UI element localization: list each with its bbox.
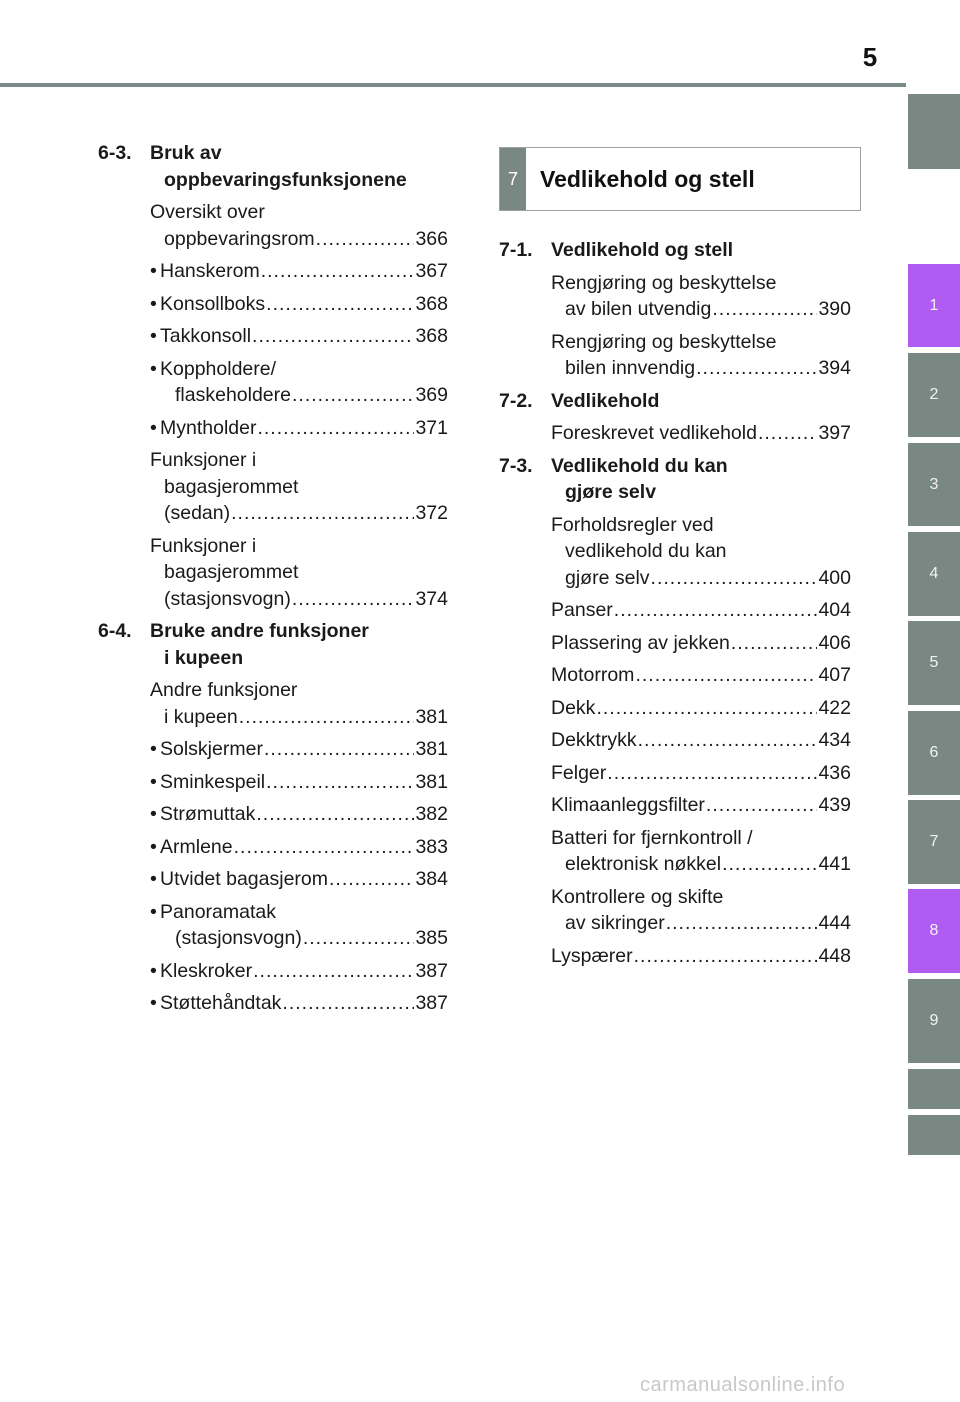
tab-4[interactable]: 4 bbox=[908, 532, 960, 616]
tab-1[interactable]: 1 bbox=[908, 264, 960, 347]
toc-entry[interactable]: Dekk ..... 422 bbox=[551, 695, 851, 722]
toc-entry[interactable]: • Takkonsoll ..... 368 bbox=[150, 323, 448, 350]
toc-entry[interactable]: Kontrollere og skifte av sikringer ..... 444 bbox=[551, 884, 851, 937]
tab-2[interactable]: 2 bbox=[908, 353, 960, 437]
tab-6[interactable]: 6 bbox=[908, 711, 960, 795]
tab-blank-2[interactable] bbox=[908, 1115, 960, 1155]
toc-entry[interactable]: Batteri for fjernkontroll / elektronisk nøkkel ..... 441 bbox=[551, 825, 851, 878]
toc-entry[interactable]: Lyspærer ..... 448 bbox=[551, 943, 851, 970]
section-heading-6-4: 6-4. Bruke andre funksjoner i kupeen bbox=[98, 620, 369, 669]
toc-entry[interactable]: Foreskrevet vedlikehold ..... 397 bbox=[551, 420, 851, 447]
toc-entry[interactable]: Funksjoner i bagasjerommet (stasjonsvogn) ..... 374 bbox=[150, 533, 448, 613]
tab-7[interactable]: 7 bbox=[908, 800, 960, 884]
section-heading-7-2: 7-2. Vedlikehold bbox=[499, 389, 660, 412]
toc-entry[interactable]: Andre funksjoner i kupeen ..... 381 bbox=[150, 677, 448, 730]
section-heading-6-3: 6-3. Bruk av oppbevaringsfunksjonene bbox=[98, 142, 407, 191]
toc-entry[interactable]: Forholdsregler ved vedlikehold du kan gjøre selv ..... 400 bbox=[551, 512, 851, 592]
toc-right-column bbox=[499, 237, 851, 975]
tab-5[interactable]: 5 bbox=[908, 621, 960, 705]
toc-entry[interactable]: Plassering av jekken ..... 406 bbox=[551, 630, 851, 657]
toc-entry[interactable]: • Utvidet bagasjerom ..... 384 bbox=[150, 866, 448, 893]
toc-entry[interactable]: • Panoramatak (stasjonsvogn) ..... 385 bbox=[150, 899, 448, 952]
toc-entry[interactable]: • Konsollboks ..... 368 bbox=[150, 291, 448, 318]
toc-entry[interactable]: • Myntholder ..... 371 bbox=[150, 415, 448, 442]
chapter-title: Vedlikehold og stell bbox=[540, 165, 755, 192]
chapter-heading-box bbox=[499, 147, 861, 211]
tab-9[interactable]: 9 bbox=[908, 979, 960, 1063]
chapter-number: 7 bbox=[500, 148, 526, 210]
toc-entry[interactable]: Panser ..... 404 bbox=[551, 597, 851, 624]
toc-entry[interactable]: • Hanskerom ..... 367 bbox=[150, 258, 448, 285]
toc-entry[interactable]: • Støttehåndtak ..... 387 bbox=[150, 990, 448, 1017]
toc-entry[interactable]: Dekktrykk ..... 434 bbox=[551, 727, 851, 754]
toc-entry[interactable]: • Armlene ..... 383 bbox=[150, 834, 448, 861]
toc-entry[interactable]: Rengjøring og beskyttelse av bilen utvendig ..... 390 bbox=[551, 270, 851, 323]
tab-blank-1[interactable] bbox=[908, 1069, 960, 1109]
toc-entry[interactable]: • Kleskroker ..... 387 bbox=[150, 958, 448, 985]
toc-entry[interactable]: Klimaanleggsfilter ..... 439 bbox=[551, 792, 851, 819]
page-number: 5 bbox=[862, 42, 878, 72]
tab-8[interactable]: 8 bbox=[908, 889, 960, 973]
watermark: carmanualsonline.info bbox=[640, 1374, 846, 1396]
section-heading-7-1: 7-1. Vedlikehold og stell bbox=[499, 239, 734, 261]
toc-entry[interactable]: Motorrom ..... 407 bbox=[551, 662, 851, 689]
toc-entry[interactable]: • Koppholdere/ flaskeholdere ..... 369 bbox=[150, 356, 448, 409]
toc-left-column bbox=[98, 140, 448, 1023]
tab-blank-top[interactable] bbox=[908, 94, 960, 169]
toc-entry[interactable]: • Solskjermer ..... 381 bbox=[150, 736, 448, 763]
toc-entry[interactable]: • Strømuttak ..... 382 bbox=[150, 801, 448, 828]
toc-entry[interactable]: Oversikt over oppbevaringsrom ..... 366 bbox=[150, 199, 448, 252]
toc-entry[interactable]: Rengjøring og beskyttelse bilen innvendig ..... 394 bbox=[551, 329, 851, 382]
toc-entry[interactable]: Felger ..... 436 bbox=[551, 760, 851, 787]
top-rule bbox=[0, 83, 906, 87]
tab-3[interactable]: 3 bbox=[908, 443, 960, 526]
chapter-tabs bbox=[908, 0, 960, 1402]
section-heading-7-3: 7-3. Vedlikehold du kan gjøre selv bbox=[499, 454, 728, 503]
toc-entry[interactable]: • Sminkespeil ..... 381 bbox=[150, 769, 448, 796]
page-ref: 366 bbox=[415, 227, 448, 250]
toc-entry[interactable]: Funksjoner i bagasjerommet (sedan) ..... 372 bbox=[150, 447, 448, 527]
